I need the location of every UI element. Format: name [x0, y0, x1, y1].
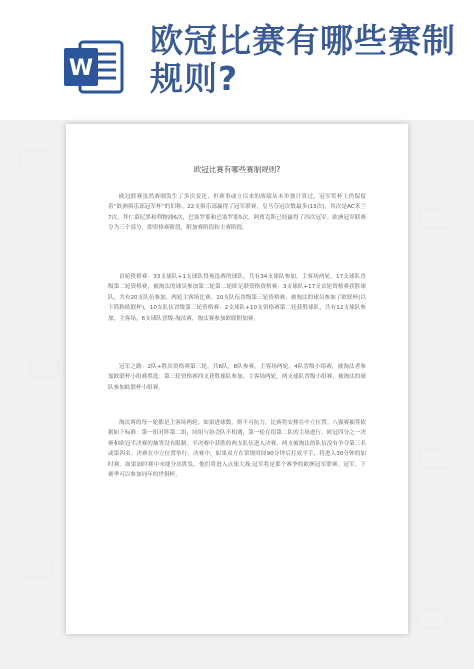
document-paragraph: 欧冠联赛虽然赛制发生了多次变化，但赛事或立以来的战绩从未单独计算过，冠军奖杯上仍保留着“欧洲俱乐部冠军杯”的旧称。22支俱乐部赢得了冠军联赛，皇马夺冠次数最多(13次)，其次是AC米兰7次，拜仁慕尼黑和利物浦6次，巴塞罗那和巴塞罗那5次。阿贾克斯已经赢得了四次冠军。欧洲冠军联赛分为三个部分，即资格赛阶段，附加赛阶段和主赛阶段。 [108, 194, 366, 232]
banner-title: 欧冠比赛有哪些赛制规则? [150, 21, 456, 98]
document-page [66, 124, 408, 634]
title-banner [0, 0, 474, 120]
document-title: 欧冠比赛有哪些赛制规则? [193, 165, 281, 174]
document-paragraph: 首轮资格赛：33支球队+1支球队得预选赛的球队，共有34支球队参加，主客场两轮，17支球队晋级第二轮资格赛，被淘汰的球员参加第二轮第二轮欧足联资格资格赛：3支球队+17支首轮资格赛获胜球队，共有20支队伍参加，两轮主客场比赛。10支队伍晋级第三轮资格赛，被淘汰的球员参加了欧联杯(以下简称欧联杯)。10支队伍晋级第三轮资格赛：2支球队+10支资格赛第二轮获胜球队，共有12支球队参加，主客场，6支球队晋级-淘汰赛，淘汰赛参加欧联附加赛。 [108, 274, 366, 322]
document-paragraph: 冠军之路：2队+胜出资格赛第三轮，共6队，8队参赛，主客场两轮，4队晋级小组赛，被淘汰者参加欧联杯小组赛胜选：第三轮资格赛四支获胜球队参加，主客场两轮，两支球队晋级小组赛，被淘汰的球队参加欧联杯小组赛。 [108, 364, 366, 391]
word-icon [62, 36, 126, 98]
document-paragraph: 淘汰赛的每一轮都是主客场两轮。如果进球数，则不可抗力，比赛将安排在中立位置。八强赛抽签依据如下标准：第一组对阵第二组，同组与协会队不相遇，第一轮在组第二队的主场进行。欧冠四分之一决赛和欧冠半决赛的抽签没有限制。半决赛中获胜的两支队伍进入决赛，两支被淘汰的队伍没有争夺第三名或第四名。决赛在中立位置举行。决赛中，如果双方在常规时间90分钟后打成平手，将进入30分钟的加时赛。如果加时赛中未能分出胜负，他们将进入点球大战;冠军将是那个赛季的欧洲冠军联赛。冠军，下赛季可以参加同年的世俱杯。 [108, 420, 366, 479]
word-icon-letter: W [68, 56, 94, 81]
